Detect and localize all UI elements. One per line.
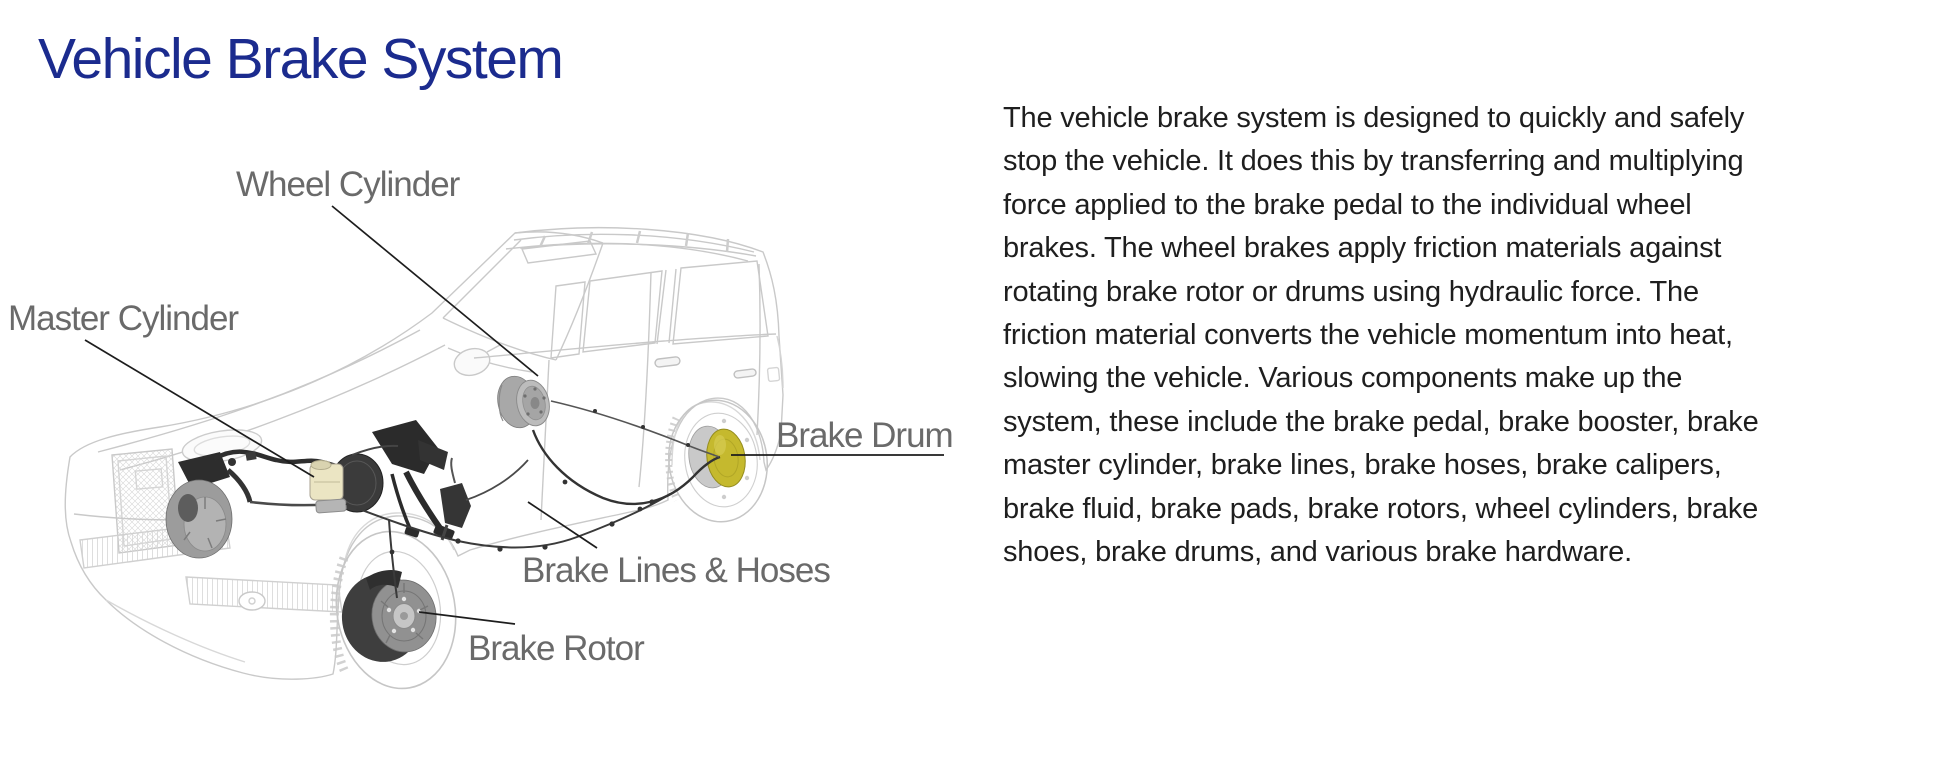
paragraph-line: friction material converts the vehicle momentum into heat,	[1003, 319, 1733, 352]
door-handle-rear	[734, 369, 757, 379]
label-brake-lines-hoses: Brake Lines & Hoses	[522, 551, 830, 590]
description-text	[1003, 97, 1933, 574]
paragraph-line: master cylinder, brake lines, brake hoses, brake calipers,	[1003, 449, 1722, 482]
wheel-cylinder-drum	[493, 373, 553, 432]
paragraph-line: force applied to the brake pedal to the individual wheel	[1003, 188, 1692, 221]
fog-light	[239, 592, 265, 610]
label-brake-drum: Brake Drum	[776, 416, 953, 455]
page-title: Vehicle Brake System	[38, 27, 563, 91]
label-brake-rotor: Brake Rotor	[468, 629, 644, 668]
side-mirror	[451, 345, 500, 379]
paragraph-line: shoes, brake drums, and various brake hardware.	[1003, 536, 1632, 569]
paragraph-line: slowing the vehicle. Various components make up the	[1003, 362, 1683, 395]
paragraph-line: system, these include the brake pedal, brake booster, brake	[1003, 405, 1759, 438]
paragraph-line: brakes. The wheel brakes apply friction materials against	[1003, 232, 1722, 265]
roof-rack	[506, 231, 754, 263]
paragraph-line: brake fluid, brake pads, brake rotors, wheel cylinders, brake	[1003, 492, 1759, 525]
master-cylinder-assembly	[310, 420, 455, 540]
door-handle-front	[655, 356, 681, 367]
paragraph-line: The vehicle brake system is designed to quickly and safely	[1003, 102, 1745, 134]
label-wheel-cylinder: Wheel Cylinder	[236, 165, 460, 204]
front-brake-rotor	[336, 569, 440, 667]
label-master-cylinder: Master Cylinder	[8, 299, 239, 338]
paragraph-line: rotating brake rotor or drums using hydraulic force. The	[1003, 275, 1699, 308]
paragraph-line: stop the vehicle. It does this by transferring and multiplying	[1003, 145, 1744, 178]
